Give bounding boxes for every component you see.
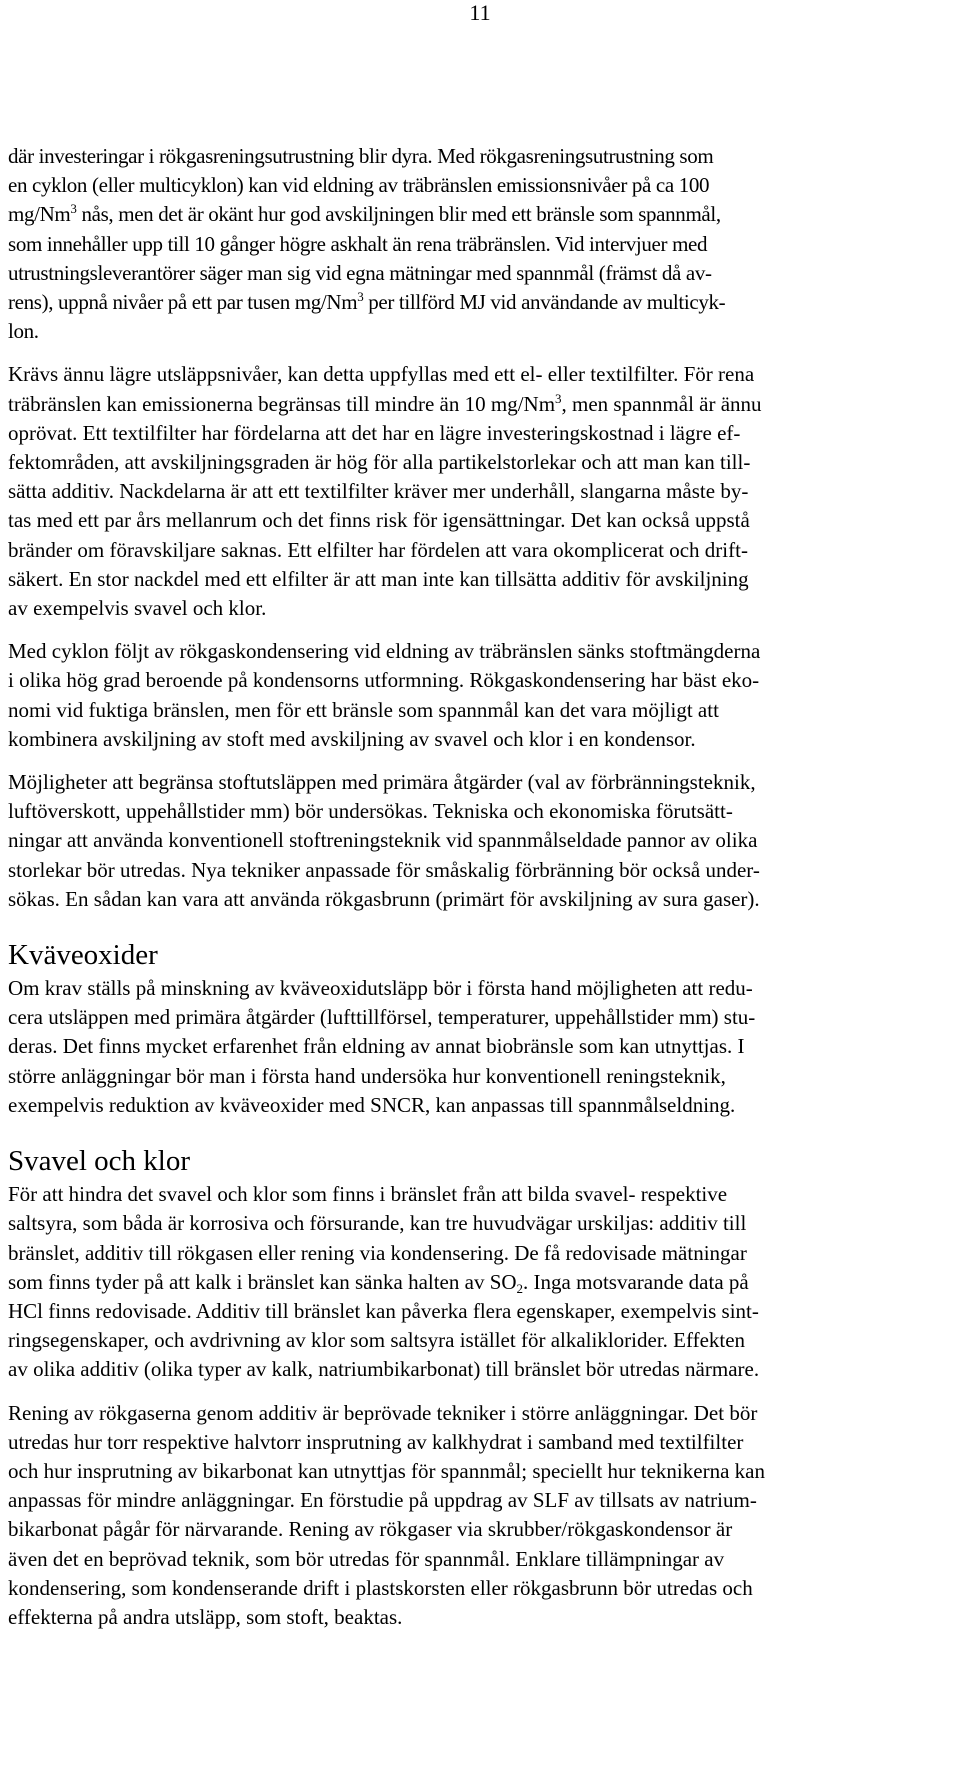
superscript: 3 — [357, 289, 364, 305]
text-line: Möjligheter att begränsa stoftutsläppen med primära åtgärder (val av förbränningsteknik, — [8, 770, 756, 795]
text-line: säkert. En stor nackdel med ett elfilter är att man inte kan tillsätta additiv för avskiljning — [8, 566, 749, 591]
text-span: träbränslen kan emissionerna begränsas till mindre än 10 mg/Nm — [8, 391, 556, 416]
paragraph-svavel-klor — [8, 1180, 924, 1384]
text-line: en cyklon (eller multicyklon) kan vid eldning av träbränslen emissionsnivåer på ca 100 — [8, 173, 710, 198]
text-line: som innehåller upp till 10 gånger högre askhalt än rena träbränslen. Vid intervjuer med — [8, 231, 708, 256]
superscript: 3 — [555, 390, 562, 406]
text-line: där investeringar i rökgasreningsutrustning blir dyra. Med rökgasreningsutrustning som — [8, 144, 714, 168]
text-line: även det en beprövad teknik, som bör utredas för spannmål. Enklare tillämpningar av — [8, 1546, 725, 1571]
text-line: ringsegenskaper, och avdrivning av klor som saltsyra istället för alkaliklorider. Effekten — [8, 1328, 746, 1353]
section-heading-kvaveoxider: Kväveoxider — [8, 939, 158, 972]
text-line: av exempelvis svavel och klor. — [8, 596, 267, 621]
text-line — [8, 288, 924, 317]
text-line: storlekar bör utredas. Nya tekniker anpassade för småskalig förbränning bör också under- — [8, 857, 760, 882]
text-line: utrustningsleverantörer säger man sig vid egna mätningar med spannmål (främst då av- — [8, 260, 712, 285]
text-line: utredas hur torr respektive halvtorr insprutning av kalkhydrat i samband med textilfilter — [8, 1429, 744, 1454]
text-line: ningar att använda konventionell stoftreningsteknik vid spannmålseldade pannor av olika — [8, 828, 758, 853]
superscript: 3 — [70, 201, 77, 217]
text-line: av olika additiv (olika typer av kalk, natriumbikarbonat) till bränslet bör utredas närmare. — [8, 1357, 760, 1382]
text-line: luftöverskott, uppehållstider mm) bör undersökas. Tekniska och ekonomiska förutsätt- — [8, 799, 733, 824]
text-line: bränslet, additiv till rökgasen eller rening via kondensering. De få redovisade mätningar — [8, 1240, 747, 1265]
text-line: oprövat. Ett textilfilter har fördelarna att det har en lägre investeringskostnad i lägre ef- — [8, 420, 741, 445]
text-span: rens), uppnå nivåer på ett par tusen mg/Nm — [8, 290, 358, 315]
text-line: större anläggningar bör man i första hand undersöka hur konventionell reningsteknik, — [8, 1063, 726, 1088]
text-line: Om krav ställs på minskning av kväveoxidutsläpp bör i första hand möjligheten att redu- — [8, 976, 753, 1001]
text-span: . Inga motsvarande data på — [523, 1269, 749, 1294]
page-number: 11 — [469, 0, 491, 25]
text-span: per tillförd MJ vid användande av multicyk- — [363, 290, 726, 315]
text-line: sökas. En sådan kan vara att använda rökgasbrunn (primärt för avskiljning av sura gaser). — [8, 886, 760, 911]
text-line: HCl finns redovisade. Additiv till bränslet kan påverka flera egenskaper, exempelvis sint- — [8, 1298, 759, 1323]
text-line: exempelvis reduktion av kväveoxider med SNCR, kan anpassas till spannmålseldning. — [8, 1092, 736, 1117]
text-line: cera utsläppen med primära åtgärder (lufttillförsel, temperaturer, uppehållstider mm) stu- — [8, 1005, 756, 1030]
text-line: fektområden, att avskiljningsgraden är hög för alla partikelstorlekar och att man kan till- — [8, 450, 751, 475]
section-heading-svavel-och-klor: Svavel och klor — [8, 1145, 191, 1178]
text-line — [8, 200, 924, 229]
text-line — [8, 390, 924, 419]
text-line: sätta additiv. Nackdelarna är att ett textilfilter kräver mer underhåll, slangarna måste by- — [8, 479, 749, 504]
paragraph-stoft-cyklon — [8, 142, 924, 346]
text-span: nås, men det är okänt hur god avskiljningen blir med ett bränsle som spannmål, — [76, 202, 721, 227]
text-span: , men spannmål är ännu — [561, 391, 762, 416]
text-line: Med cyklon följt av rökgaskondensering vid eldning av träbränslen sänks stoftmängderna — [8, 639, 761, 664]
text-line: kombinera avskiljning av stoft med avskiljning av svavel och klor i en kondensor. — [8, 726, 696, 751]
text-line: kondensering, som kondenserande drift i plastskorsten eller rökgasbrunn bör utredas och — [8, 1575, 753, 1600]
text-line: och hur insprutning av bikarbonat kan utnyttjas för spannmål; speciellt hur teknikerna kan — [8, 1458, 765, 1483]
text-line: saltsyra, som båda är korrosiva och försurande, kan tre huvudvägar urskiljas: additiv till — [8, 1211, 747, 1236]
text-line: bikarbonat pågår för närvarande. Rening av rökgaser via skrubber/rökgaskondensor är — [8, 1517, 733, 1542]
text-span: som finns tyder på att kalk i bränslet kan sänka halten av SO — [8, 1269, 517, 1294]
text-line: tas med ett par års mellanrum och det finns risk för igensättningar. Det kan också uppstå — [8, 508, 750, 533]
paragraph-kondensering — [8, 637, 924, 754]
text-line: Krävs ännu lägre utsläppsnivåer, kan detta uppfyllas med ett el- eller textilfilter. För rena — [8, 362, 755, 387]
text-line — [8, 1268, 924, 1297]
text-line: bränder om föravskiljare saknas. Ett elfilter har fördelen att vara okomplicerat och drift- — [8, 537, 748, 562]
text-line: lon. — [8, 319, 39, 344]
paragraph-rening-additiv — [8, 1399, 924, 1633]
text-line: För att hindra det svavel och klor som finns i bränslet från att bilda svavel- respektive — [8, 1182, 728, 1207]
text-line: i olika hög grad beroende på kondensorns utformning. Rökgaskondensering har bäst eko- — [8, 668, 760, 693]
text-line: nomi vid fuktiga bränslen, men för ett bränsle som spannmål kan det vara möjligt att — [8, 697, 719, 722]
paragraph-primara-atgarder — [8, 768, 924, 914]
paragraph-filter — [8, 360, 924, 623]
paragraph-kvaveoxider — [8, 974, 924, 1120]
text-line: deras. Det finns mycket erfarenhet från eldning av annat biobränsle som kan utnyttjas. I — [8, 1034, 745, 1059]
text-span: mg/Nm — [8, 202, 71, 227]
text-line: anpassas för mindre anläggningar. En förstudie på uppdrag av SLF av tillsats av natrium- — [8, 1488, 757, 1513]
text-line: effekterna på andra utsläpp, som stoft, beaktas. — [8, 1604, 403, 1629]
text-line: Rening av rökgaserna genom additiv är beprövade tekniker i större anläggningar. Det bör — [8, 1400, 758, 1425]
subscript: 2 — [516, 1280, 524, 1296]
document-body — [8, 142, 924, 1646]
